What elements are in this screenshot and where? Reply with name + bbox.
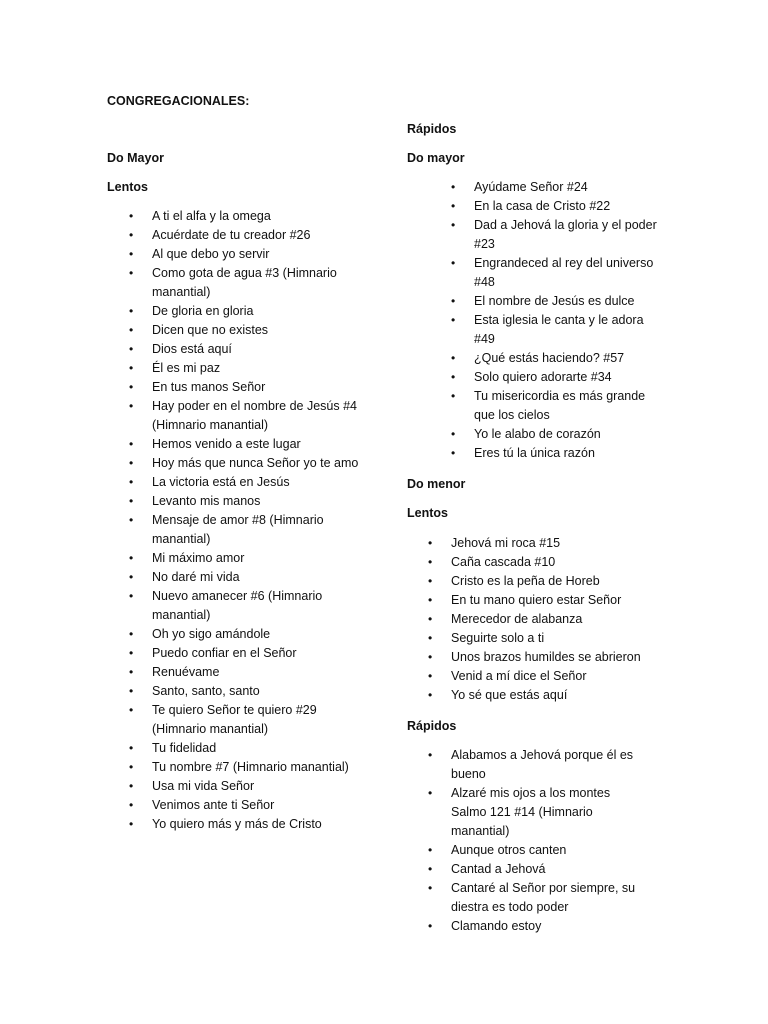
subheading-lentos: Lentos [107,180,148,194]
bullet-icon: • [129,646,134,660]
song-title: Seguirte solo a ti [451,631,545,645]
song-title: Dad a Jehová la gloria y el poder #23 [474,218,657,251]
subheading-rapidos: Rápidos [407,122,457,136]
song-title: Tu nombre #7 (Himnario manantial) [152,760,349,774]
subheading-rapidos-minor: Rápidos [407,719,457,733]
bullet-icon: • [129,323,134,337]
bullet-icon: • [129,266,134,280]
bullet-icon: • [451,351,456,365]
subheading-lentos-minor: Lentos [407,506,448,520]
list-item [129,644,369,663]
list-item [428,686,668,705]
bullet-icon: • [129,361,134,375]
song-title: Levanto mis manos [152,494,261,508]
list-item [428,841,648,860]
bullet-icon: • [428,688,433,702]
bullet-icon: • [451,389,456,403]
song-title: Mi máximo amor [152,551,245,565]
song-title: Dicen que no existes [152,323,269,337]
bullet-icon: • [428,574,433,588]
song-title: Yo le alabo de corazón [474,427,601,441]
song-list-do-menor-rapidos [428,746,648,936]
list-item [129,207,369,226]
song-list-do-mayor-lentos [129,207,369,834]
list-item [428,667,668,686]
bullet-icon: • [129,209,134,223]
song-title: Usa mi vida Señor [152,779,255,793]
bullet-icon: • [428,881,433,895]
list-item [129,397,369,435]
song-title: Te quiero Señor te quiero #29 (Himnario manantial) [152,703,317,736]
song-title: La victoria está en Jesús [152,475,290,489]
list-item [129,454,369,473]
list-item [129,511,369,549]
list-item [451,387,666,425]
song-list-do-menor-lentos [428,534,668,705]
bullet-icon: • [428,843,433,857]
bullet-icon: • [129,342,134,356]
list-item [129,302,369,321]
song-title: Hemos venido a este lugar [152,437,301,451]
song-title: Caña cascada #10 [451,555,556,569]
section-heading-do-mayor-right: Do mayor [407,151,465,165]
list-item [129,568,369,587]
song-title: Tu misericordia es más grande que los cielos [474,389,646,422]
list-item [129,245,369,264]
list-item [129,226,369,245]
song-title: Alabamos a Jehová porque él es bueno [451,748,634,781]
list-item [428,917,648,936]
list-item [129,473,369,492]
list-item [428,629,668,648]
bullet-icon: • [451,199,456,213]
song-title: Tu fidelidad [152,741,217,755]
list-item [451,349,666,368]
list-item [428,572,668,591]
bullet-icon: • [129,779,134,793]
bullet-icon: • [129,570,134,584]
bullet-icon: • [428,650,433,664]
bullet-icon: • [129,798,134,812]
bullet-icon: • [129,228,134,242]
list-item [451,254,666,292]
bullet-icon: • [428,786,433,800]
list-item [451,216,666,254]
song-title: Hay poder en el nombre de Jesús #4 (Himnario manantial) [152,399,357,432]
song-title: En la casa de Cristo #22 [474,199,611,213]
bullet-icon: • [129,684,134,698]
section-heading-do-mayor: Do Mayor [107,151,164,165]
bullet-icon: • [129,817,134,831]
song-title: ¿Qué estás haciendo? #57 [474,351,625,365]
section-heading-do-menor: Do menor [407,477,466,491]
song-title: Él es mi paz [152,361,221,375]
list-item [129,435,369,454]
bullet-icon: • [129,741,134,755]
list-item [451,178,666,197]
bullet-icon: • [451,218,456,232]
song-list-do-mayor-rapidos [451,178,666,463]
bullet-icon: • [428,555,433,569]
song-title: No daré mi vida [152,570,240,584]
list-item [451,197,666,216]
bullet-icon: • [428,748,433,762]
bullet-icon: • [428,669,433,683]
list-item [451,425,666,444]
bullet-icon: • [129,665,134,679]
bullet-icon: • [129,760,134,774]
bullet-icon: • [428,631,433,645]
song-title: Dios está aquí [152,342,232,356]
list-item [129,815,369,834]
song-title: Solo quiero adorarte #34 [474,370,612,384]
bullet-icon: • [451,427,456,441]
list-item [129,663,369,682]
list-item [129,682,369,701]
song-title: Aunque otros canten [451,843,567,857]
list-item [451,292,666,311]
bullet-icon: • [129,513,134,527]
bullet-icon: • [129,627,134,641]
song-title: De gloria en gloria [152,304,254,318]
song-title: Al que debo yo servir [152,247,270,261]
song-title: En tus manos Señor [152,380,266,394]
bullet-icon: • [129,437,134,451]
list-item [428,591,668,610]
song-title: Eres tú la única razón [474,446,595,460]
song-title: Cantad a Jehová [451,862,546,876]
song-title: Oh yo sigo amándole [152,627,271,641]
song-title: Clamando estoy [451,919,542,933]
song-title: Yo sé que estás aquí [451,688,568,702]
bullet-icon: • [129,475,134,489]
bullet-icon: • [451,446,456,460]
song-title: Yo quiero más y más de Cristo [152,817,322,831]
list-item [129,321,369,340]
page-title: CONGREGACIONALES: [107,94,250,108]
list-item [428,534,668,553]
bullet-icon: • [129,399,134,413]
list-item [451,444,666,463]
bullet-icon: • [129,551,134,565]
bullet-icon: • [428,593,433,607]
list-item [129,796,369,815]
list-item [129,264,369,302]
list-item [129,340,369,359]
song-title: Como gota de agua #3 (Himnario manantial) [152,266,337,299]
song-title: Venimos ante ti Señor [152,798,275,812]
bullet-icon: • [428,919,433,933]
bullet-icon: • [451,180,456,194]
bullet-icon: • [451,294,456,308]
bullet-icon: • [428,862,433,876]
bullet-icon: • [129,703,134,717]
song-title: Santo, santo, santo [152,684,260,698]
list-item [129,625,369,644]
list-item [129,378,369,397]
bullet-icon: • [129,589,134,603]
song-title: Ayúdame Señor #24 [474,180,588,194]
list-item [129,549,369,568]
bullet-icon: • [129,304,134,318]
list-item [129,758,369,777]
song-title: Nuevo amanecer #6 (Himnario manantial) [152,589,323,622]
song-title: Engrandeced al rey del universo #48 [474,256,654,289]
list-item [428,860,648,879]
song-title: Mensaje de amor #8 (Himnario manantial) [152,513,324,546]
song-title: A ti el alfa y la omega [152,209,271,223]
bullet-icon: • [451,313,456,327]
bullet-icon: • [428,612,433,626]
bullet-icon: • [129,247,134,261]
list-item [428,648,668,667]
list-item [129,359,369,378]
list-item [451,368,666,387]
song-title: Acuérdate de tu creador #26 [152,228,311,242]
list-item [129,701,369,739]
song-title: Cantaré al Señor por siempre, su diestra es todo poder [451,881,636,914]
song-title: Cristo es la peña de Horeb [451,574,600,588]
list-item [129,739,369,758]
song-title: Esta iglesia le canta y le adora #49 [474,313,644,346]
bullet-icon: • [451,256,456,270]
song-title: Jehová mi roca #15 [451,536,561,550]
list-item [428,879,648,917]
list-item [428,784,648,841]
song-title: Hoy más que nunca Señor yo te amo [152,456,359,470]
bullet-icon: • [428,536,433,550]
song-title: En tu mano quiero estar Señor [451,593,622,607]
song-title: Unos brazos humildes se abrieron [451,650,641,664]
list-item [129,777,369,796]
bullet-icon: • [129,380,134,394]
song-title: Merecedor de alabanza [451,612,583,626]
list-item [129,492,369,511]
bullet-icon: • [129,494,134,508]
bullet-icon: • [129,456,134,470]
song-title: El nombre de Jesús es dulce [474,294,635,308]
list-item [129,587,369,625]
song-title: Alzaré mis ojos a los montes Salmo 121 #14 (Himnario manantial) [451,786,611,838]
list-item [428,746,648,784]
song-title: Renuévame [152,665,220,679]
bullet-icon: • [451,370,456,384]
list-item [451,311,666,349]
song-title: Puedo confiar en el Señor [152,646,297,660]
list-item [428,610,668,629]
song-title: Venid a mí dice el Señor [451,669,587,683]
list-item [428,553,668,572]
